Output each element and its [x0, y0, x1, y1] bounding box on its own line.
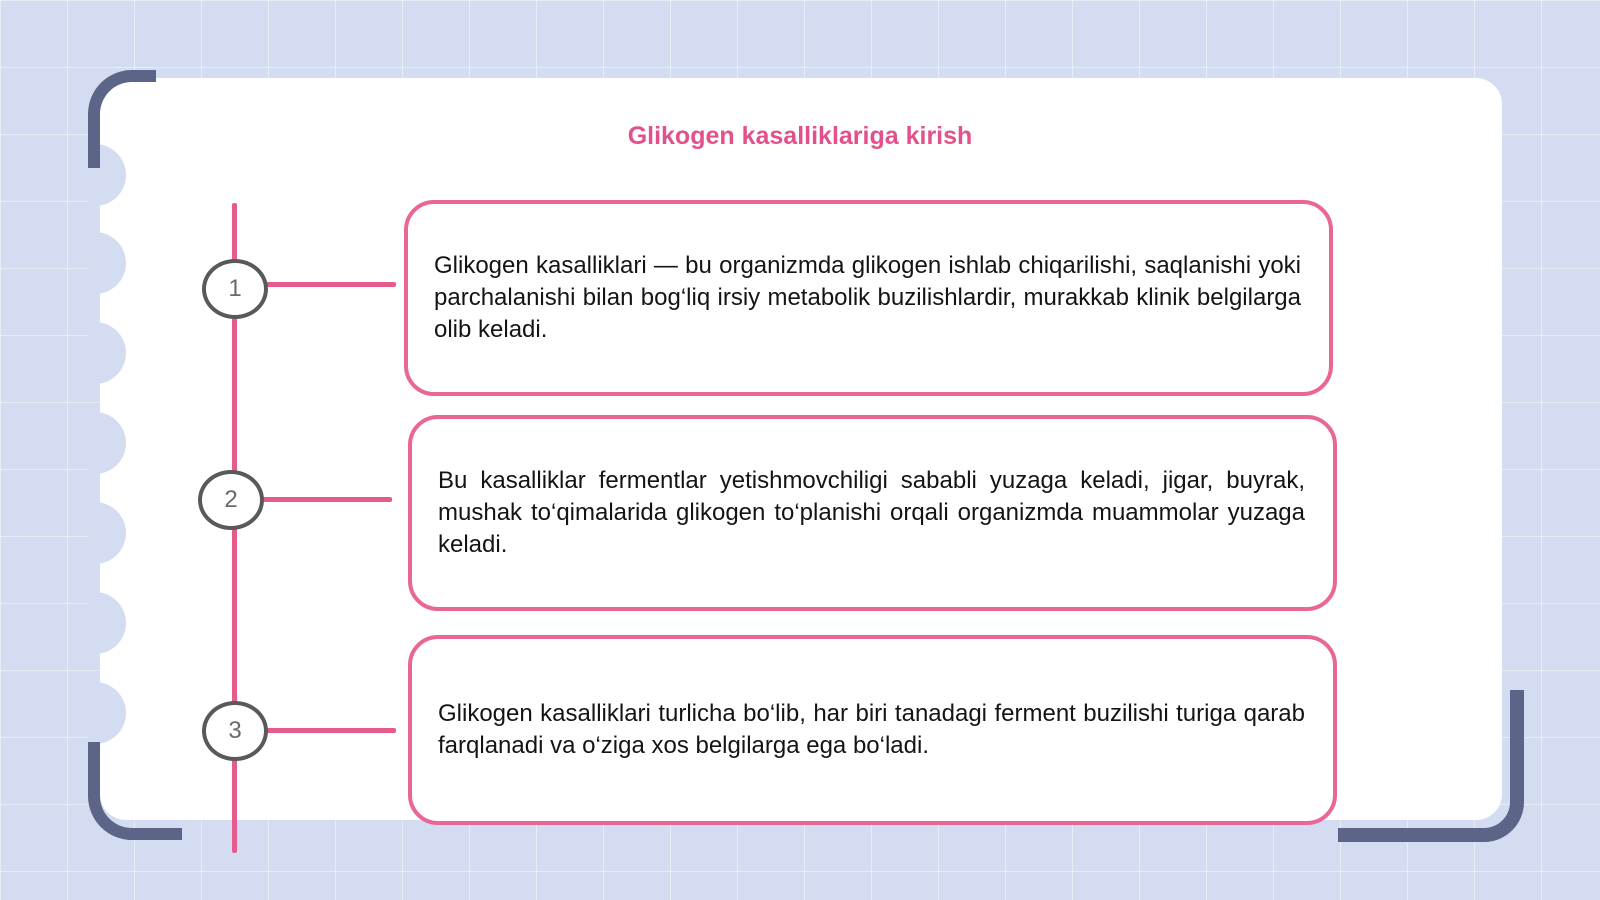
timeline-connector-3 — [266, 728, 396, 733]
timeline-connector-2 — [262, 497, 392, 502]
slide-title: Glikogen kasalliklariga kirish — [627, 122, 973, 150]
corner-bracket-top-left — [88, 70, 156, 168]
info-box-2 — [408, 415, 1337, 611]
corner-bracket-bottom-right — [1338, 690, 1524, 842]
info-box-text: Bu kasalliklar fermentlar yetishmovchiligi sababli yuzaga keladi, jigar, buyrak, mushak to‘qimalarida glikogen to‘planishi orqali organizmda muammolar yuzaga keladi. — [438, 467, 1305, 558]
timeline-connector-1 — [266, 282, 396, 287]
corner-bracket-bottom-left — [88, 742, 182, 840]
info-box-text: Glikogen kasalliklari turlicha bo‘lib, har biri tanadagi ferment buzilishi turiga qarab farqlanadi va o‘ziga xos belgilarga ega bo‘ladi. — [438, 700, 1305, 759]
info-box-3 — [408, 635, 1337, 825]
info-box-text: Glikogen kasalliklari — bu organizmda glikogen ishlab chiqarilishi, saqlanishi yoki parchalanishi bilan bog‘liq irsiy metabolik buzilishlardir, murakkab klinik belgilarga olib keladi. — [434, 252, 1301, 343]
step-number-1: 1 — [202, 259, 268, 319]
step-number-2: 2 — [198, 470, 264, 530]
step-number-3: 3 — [202, 701, 268, 761]
info-box-1 — [404, 200, 1333, 396]
